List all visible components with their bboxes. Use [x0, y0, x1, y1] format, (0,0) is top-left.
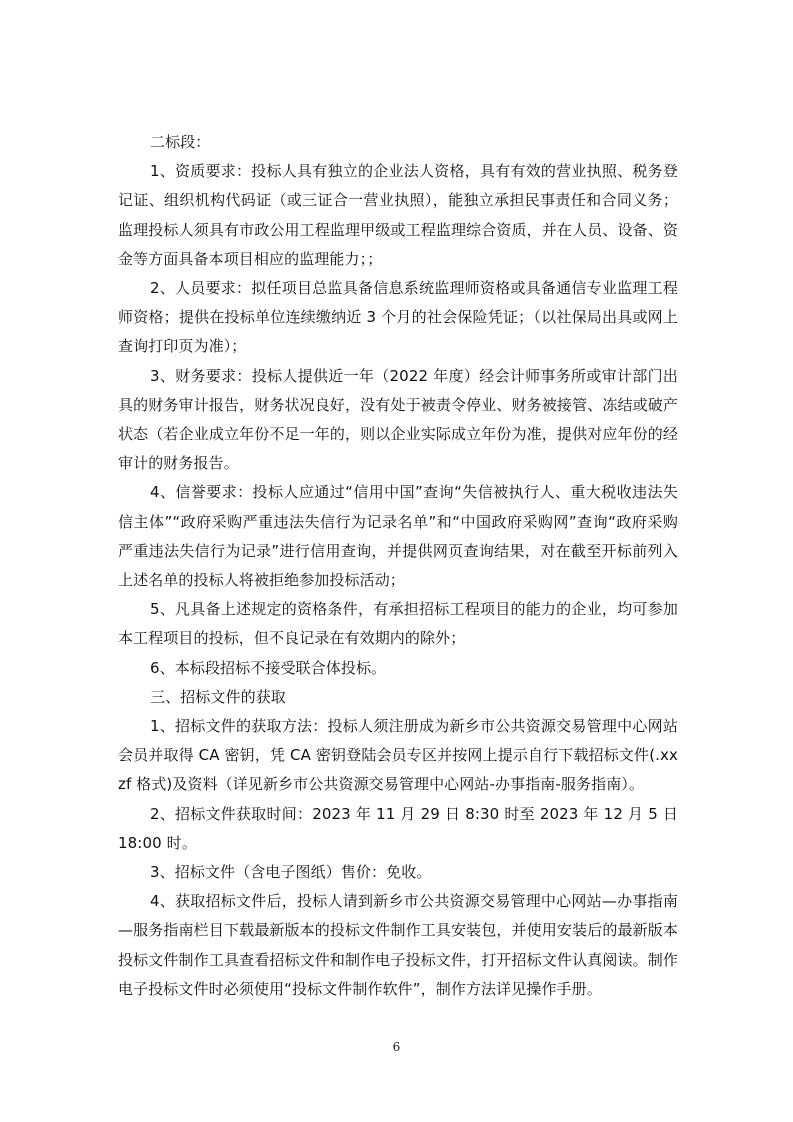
consortium-statement: 6、本标段招标不接受联合体投标。	[150, 658, 387, 677]
obtain-time: 2、招标文件获取时间：2023 年 11 月 29 日 8:30 时至 2023 年 12 月 5 日 18:00 时。	[118, 804, 678, 852]
document-body	[118, 128, 678, 1004]
section-heading-obtain-documents: 三、招标文件的获取	[150, 687, 286, 706]
personnel-requirement: 2、人员要求：拟任项目总监具备信息系统监理师资格或具备通信专业监理工程师资格；提供在投标单位连续缴纳近 3 个月的社会保险凭证；（以社保局出具或网上查询打印页为准）；	[118, 279, 678, 356]
section-heading-lot-two: 二标段：	[150, 133, 211, 151]
credit-requirement: 4、信誉要求：投标人应通过“信用中国”查询“失信被执行人、重大税收违法失信主体”“政府采购严重违法失信行为记录名单”和“中国政府采购网”查询“政府采购严重违法失信行为记录”进行信用查询，并提供网页查询结果，对在截至开标前列入上述名单的投标人将被拒绝参加投标活动；	[118, 483, 678, 590]
obtain-method: 1、招标文件的获取方法：投标人须注册成为新乡市公共资源交易管理中心网站会员并取得 CA 密钥，凭 CA 密钥登陆会员专区并按网上提示自行下载招标文件(.xxzf 格式)及资料（详见新乡市公共资源交易管理中心网站-办事指南-服务指南）。	[118, 717, 678, 794]
document-price: 3、招标文件（含电子图纸）售价：免收。	[150, 863, 432, 882]
qualification-requirement: 1、资质要求：投标人具有独立的企业法人资格，具有有效的营业执照、税务登记证、组织机构代码证（或三证合一营业执照），能独立承担民事责任和合同义务；监理投标人须具有市政公用工程监理甲级或工程监理综合资质，并在人员、设备、资金等方面具备本项目相应的监理能力；；	[118, 162, 678, 268]
page-number: 6	[392, 1040, 401, 1054]
financial-requirement: 3、财务要求：投标人提供近一年（2022 年度）经会计师事务所或审计部门出具的财务审计报告，财务状况良好，没有处于被责令停业、财务被接管、冻结或破产状态（若企业成立年份不足一年的，则以企业实际成立年份为准，提供对应年份的经审计的财务报告。	[118, 366, 678, 473]
eligibility-statement: 5、凡具备上述规定的资格条件，有承担招标工程项目的能力的企业，均可参加本工程项目的投标，但不良记录在有效期内的除外；	[118, 600, 678, 648]
bid-tool-instructions: 4、获取招标文件后，投标人请到新乡市公共资源交易管理中心网站—办事指南—服务指南栏目下载最新版本的投标文件制作工具安装包，并使用安装后的最新版本投标文件制作工具查看招标文件和制作电子投标文件，打开招标文件认真阅读。制作电子投标文件时必须使用“投标文件制作软件”，制作方法详见操作手册。	[118, 892, 678, 998]
